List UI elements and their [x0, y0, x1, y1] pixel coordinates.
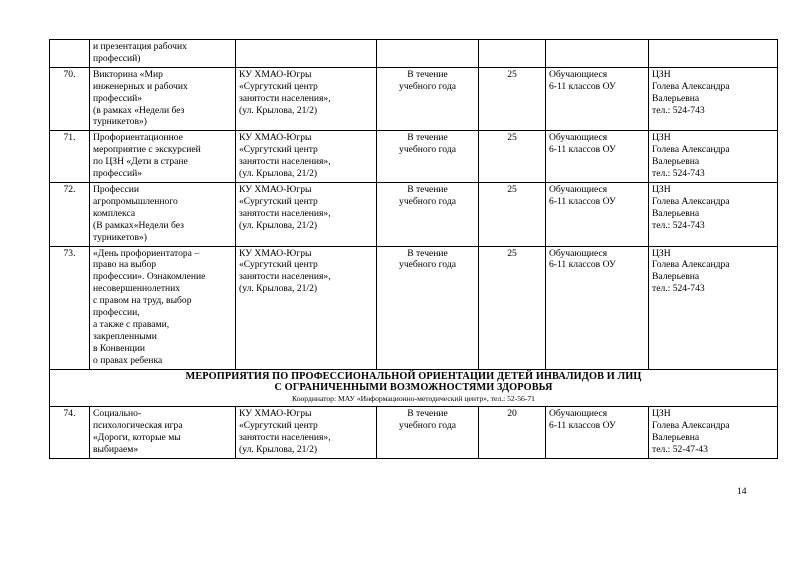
text-line: о правах ребенка — [93, 354, 163, 366]
text-line: инженерных и рабочих — [93, 80, 188, 92]
text-line: психологическая игра — [93, 420, 183, 432]
text-line: турникетов») — [93, 116, 147, 128]
text-line: профессий» — [93, 92, 143, 104]
text-line: Валерьевна — [652, 271, 700, 283]
text-line: а также с правами, — [93, 318, 170, 330]
text-line: «Сургутский центр — [239, 259, 318, 271]
cell-quantity: 25 — [479, 131, 546, 183]
cell-responsible — [649, 131, 778, 183]
text-line: В течение — [407, 183, 448, 195]
cell-term — [377, 131, 479, 183]
cell-event — [90, 131, 236, 183]
cell-place — [236, 67, 377, 131]
text-line: профессии, — [93, 307, 140, 319]
text-line: В течение — [407, 68, 448, 80]
text-line: профессий) — [93, 52, 141, 64]
section-title-line: МЕРОПРИЯТИЯ ПО ПРОФЕССИОНАЛЬНОЙ ОРИЕНТАЦИИ ДЕТЕЙ ИНВАЛИДОВ И ЛИЦ — [185, 370, 642, 382]
cell-term — [377, 40, 479, 68]
text-line: «Сургутский центр — [239, 80, 318, 92]
text-line: Социально- — [93, 408, 142, 420]
text-line: Голева Александра — [652, 144, 730, 156]
text-line: занятости населения», — [239, 207, 331, 219]
text-line: Голева Александра — [652, 80, 730, 92]
cell-place — [236, 40, 377, 68]
text-line: (В рамках«Недели без — [93, 219, 184, 231]
cell-term — [377, 67, 479, 131]
text-line: Профессии — [93, 183, 140, 195]
cell-quantity: 20 — [479, 407, 546, 459]
cell-term — [377, 407, 479, 459]
text-line: учебного года — [399, 195, 456, 207]
text-line: (ул. Крылова, 21/2) — [239, 104, 318, 116]
text-line: выбираем» — [93, 443, 139, 455]
table-row — [50, 40, 778, 68]
text-line: Валерьевна — [652, 92, 700, 104]
cell-quantity: 25 — [479, 67, 546, 131]
text-line: (ул. Крылова, 21/2) — [239, 168, 318, 180]
text-line: (ул. Крылова, 21/2) — [239, 283, 318, 295]
text-line: КУ ХМАО-Югры — [239, 408, 312, 420]
text-line: КУ ХМАО-Югры — [239, 247, 312, 259]
cell-quantity: 25 — [479, 246, 546, 369]
text-line: (ул. Крылова, 21/2) — [239, 219, 318, 231]
text-line: «Сургутский центр — [239, 420, 318, 432]
text-line: тел.: 524-743 — [652, 219, 705, 231]
text-line: занятости населения», — [239, 92, 331, 104]
text-line: В течение — [407, 132, 448, 144]
text-line: (в рамках «Недели без — [93, 104, 185, 116]
text-line: учебного года — [399, 259, 456, 271]
table-row — [50, 246, 778, 369]
text-line: КУ ХМАО-Югры — [239, 132, 312, 144]
cell-responsible — [649, 407, 778, 459]
cell-participants — [546, 131, 649, 183]
cell-term — [377, 182, 479, 246]
text-line: «Сургутский центр — [239, 144, 318, 156]
text-line: 6-11 классов ОУ — [549, 259, 616, 271]
text-line: «День профориентатора – — [93, 247, 200, 259]
text-line: Валерьевна — [652, 207, 700, 219]
text-line: агропромышленного — [93, 195, 178, 207]
cell-event — [90, 182, 236, 246]
cell-participants — [546, 40, 649, 68]
text-line: с правом на труд, выбор — [93, 295, 192, 307]
text-line: «Сургутский центр — [239, 195, 318, 207]
text-line: по ЦЗН «Дети в стране — [93, 156, 188, 168]
cell-place — [236, 407, 377, 459]
table-body — [50, 40, 778, 459]
cell-number: 70. — [50, 67, 90, 131]
text-line: Валерьевна — [652, 432, 700, 444]
cell-event — [90, 40, 236, 68]
text-line: Валерьевна — [652, 156, 700, 168]
cell-event — [90, 246, 236, 369]
text-line: в Конвенции — [93, 342, 146, 354]
text-line: тел.: 524-743 — [652, 168, 705, 180]
cell-term — [377, 246, 479, 369]
text-line: ЦЗН — [652, 132, 671, 144]
text-line: комплекса — [93, 207, 136, 219]
text-line: 6-11 классов ОУ — [549, 80, 616, 92]
section-title-line: С ОГРАНИЧЕННЫМИ ВОЗМОЖНОСТЯМИ ЗДОРОВЬЯ — [274, 382, 553, 394]
section-header-row — [50, 369, 778, 407]
text-line: профессий» — [93, 168, 143, 180]
text-line: Обучающиеся — [549, 408, 608, 420]
text-line: ЦЗН — [652, 408, 671, 420]
cell-event — [90, 67, 236, 131]
cell-participants — [546, 246, 649, 369]
text-line: «Дороги, которые мы — [93, 432, 181, 444]
cell-place — [236, 182, 377, 246]
text-line: Голева Александра — [652, 195, 730, 207]
activities-table — [49, 39, 778, 459]
text-line: В течение — [407, 408, 448, 420]
text-line: и презентация рабочих — [93, 41, 187, 52]
text-line: занятости населения», — [239, 432, 331, 444]
text-line: Викторина «Мир — [93, 68, 163, 80]
cell-event — [90, 407, 236, 459]
text-line: несовершеннолетних — [93, 283, 181, 295]
table-row — [50, 182, 778, 246]
cell-participants — [546, 67, 649, 131]
text-line: тел.: 52-47-43 — [652, 443, 708, 455]
text-line: Обучающиеся — [549, 68, 608, 80]
cell-quantity: 25 — [479, 182, 546, 246]
text-line: Обучающиеся — [549, 132, 608, 144]
text-line: тел.: 524-743 — [652, 283, 705, 295]
cell-number: 74. — [50, 407, 90, 459]
text-line: тел.: 524-743 — [652, 104, 705, 116]
cell-number — [50, 40, 90, 68]
text-line: Профориентационное — [93, 132, 183, 144]
cell-responsible — [649, 182, 778, 246]
text-line: Голева Александра — [652, 420, 730, 432]
text-line: занятости населения», — [239, 156, 331, 168]
cell-quantity — [479, 40, 546, 68]
text-line: ЦЗН — [652, 183, 671, 195]
section-header-cell — [50, 369, 778, 407]
page-number: 14 — [737, 486, 747, 497]
cell-participants — [546, 407, 649, 459]
text-line: закрепленными — [93, 330, 157, 342]
text-line: Обучающиеся — [549, 247, 608, 259]
cell-responsible — [649, 67, 778, 131]
text-line: занятости населения», — [239, 271, 331, 283]
text-line: турникетов») — [93, 231, 147, 243]
table-row — [50, 407, 778, 459]
text-line: мероприятие с экскурсией — [93, 144, 201, 156]
text-line: КУ ХМАО-Югры — [239, 183, 312, 195]
text-line: В течение — [407, 247, 448, 259]
cell-place — [236, 131, 377, 183]
cell-number: 72. — [50, 182, 90, 246]
text-line: 6-11 классов ОУ — [549, 144, 616, 156]
cell-participants — [546, 182, 649, 246]
cell-number: 71. — [50, 131, 90, 183]
table-row — [50, 131, 778, 183]
text-line: Голева Александра — [652, 259, 730, 271]
cell-place — [236, 246, 377, 369]
text-line: ЦЗН — [652, 68, 671, 80]
text-line: КУ ХМАО-Югры — [239, 68, 312, 80]
text-line: (ул. Крылова, 21/2) — [239, 443, 318, 455]
text-line: 6-11 классов ОУ — [549, 420, 616, 432]
text-line: 6-11 классов ОУ — [549, 195, 616, 207]
text-line: право на выбор — [93, 259, 157, 271]
text-line: Обучающиеся — [549, 183, 608, 195]
text-line: учебного года — [399, 80, 456, 92]
section-coordinator: Координатор: МАУ «Информационно-методический центр», тел.: 52-56-71 — [292, 393, 535, 403]
text-line: учебного года — [399, 420, 456, 432]
text-line: профессии». Ознакомление — [93, 271, 206, 283]
cell-responsible — [649, 40, 778, 68]
text-line: ЦЗН — [652, 247, 671, 259]
cell-number: 73. — [50, 246, 90, 369]
text-line: учебного года — [399, 144, 456, 156]
cell-responsible — [649, 246, 778, 369]
table-row — [50, 67, 778, 131]
